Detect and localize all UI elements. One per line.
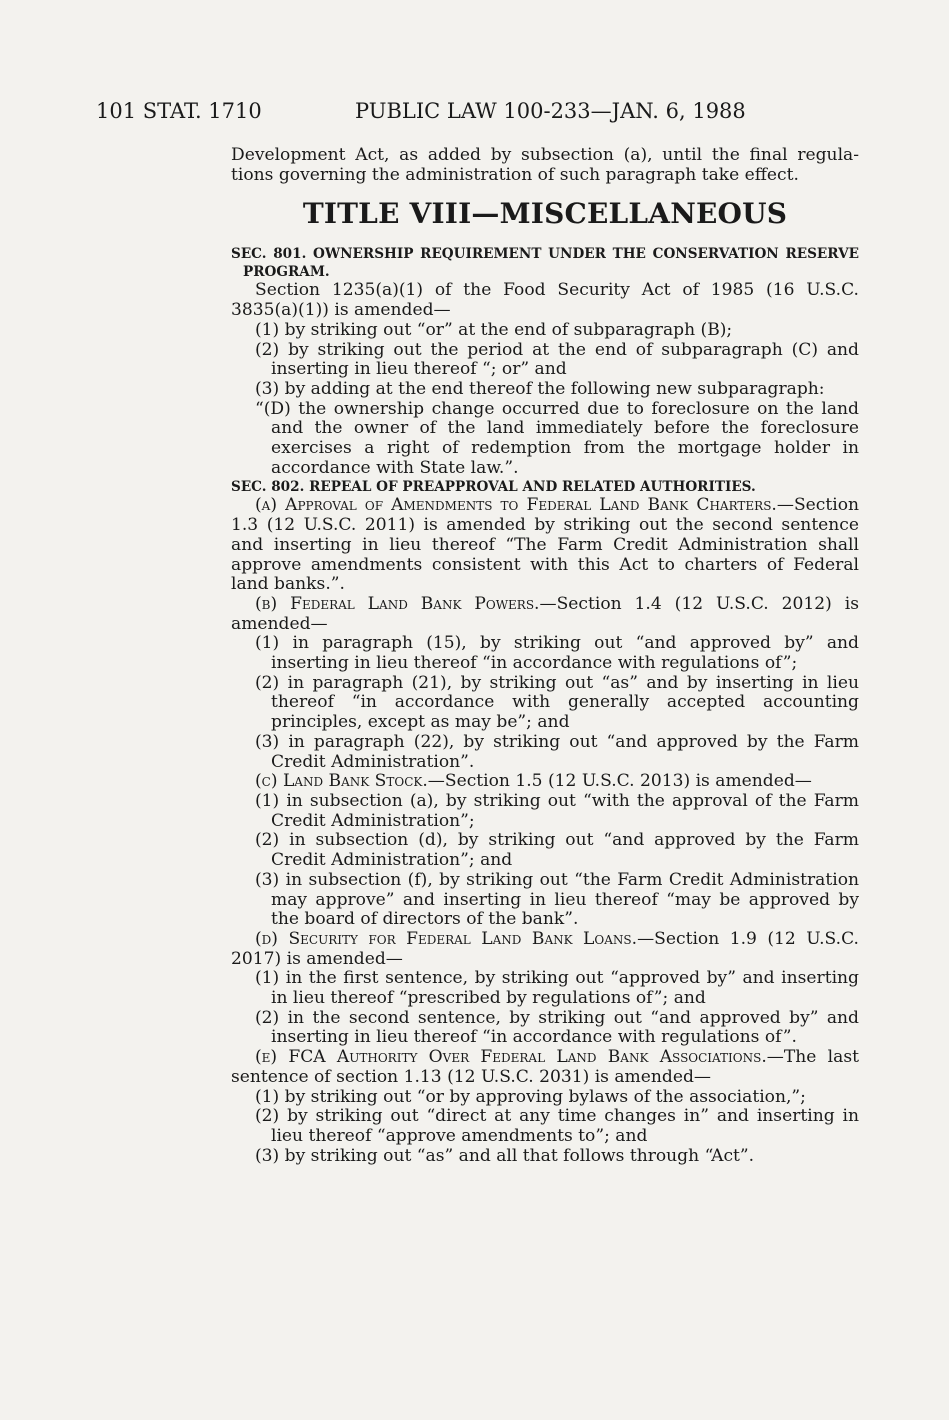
subsection-e-para-1: (1) by striking out “or by approving bylaws of the association,”; [255,1086,806,1107]
subsection-b-caption: (b) Federal Land Bank Powers. [255,593,540,614]
subsection-c [231,772,859,792]
subsection-e-caption: (e) FCA Authority Over Federal Land Bank Associations. [255,1047,767,1068]
subsection-d-caption: (d) Security for Federal Land Bank Loans. [255,928,638,949]
subsection-e [231,1048,859,1087]
subsection-c-caption: (c) Land Bank Stock. [255,771,428,792]
sec-802-heading: SEC. 802. REPEAL OF PREAPPROVAL AND RELATED AUTHORITIES. [231,479,756,496]
subsection-b-para-3: (3) in paragraph (22), by striking out “and approved by the Farm Credit Administration”. [255,731,859,772]
subsection-a [231,496,859,595]
subsection-d-para-2: (2) in the second sentence, by striking out “and approved by” and inserting in lieu thereof “in accordance with regulations of”. [255,1007,859,1048]
subsection-c-para-3: (3) in subsection (f), by striking out “the Farm Credit Administration may approve” and inserting in lieu thereof “may be approved by the board of directors of the bank”. [255,869,859,930]
subsection-b-para-1: (1) in paragraph (15), by striking out “and approved by” and inserting in lieu thereof “in accordance with regulations of”; [255,633,859,674]
subsection-d-text: —Section 1.9 (12 U.S.C. 2017) is amended— [231,928,859,969]
subsection-c-para-2: (2) in subsection (d), by striking out “and approved by the Farm Credit Administration”; and [255,830,859,871]
subsection-a-caption: (a) Approval of Amendments to Federal Land Bank Charters. [255,495,777,516]
sec-801-lead: Section 1235(a)(1) of the Food Security Act of 1985 (16 U.S.C. 3835(a)(1)) is amended— [231,280,859,321]
subsection-c-para-1: (1) in subsection (a), by striking out “with the approval of the Farm Credit Administration”; [255,790,859,831]
document-body [231,146,859,1166]
page-header [96,96,756,126]
sec-801-para-3: (3) by adding at the end thereof the following new subparagraph: [255,378,825,399]
subsection-b-para-2: (2) in paragraph (21), by striking out “as” and by inserting in lieu thereof “in accordance with generally accepted accounting principles, except as may be”; and [255,672,859,733]
sec-801-para-1: (1) by striking out “or” at the end of subparagraph (B); [255,319,733,340]
sec-801-para-2: (2) by striking out the period at the end of subparagraph (C) and inserting in lieu thereof “; or” and [255,339,859,380]
intro-line-1: Development Act, as added by subsection (a), until the final regula- [231,145,859,165]
subsection-d [231,930,859,969]
subsection-e-text: —The last sentence of section 1.13 (12 U.S.C. 2031) is amended— [231,1047,859,1087]
subsection-d-para-1: (1) in the first sentence, by striking out “approved by” and inserting in lieu thereof “prescribed by regulations of”; and [255,968,859,1009]
sec-801-quoted-subparagraph: “(D) the ownership change occurred due to foreclosure on the land and the owner of the land immediately before the foreclosure exercises a right of redemption from the mortgage holder in accordance with State law.”. [255,398,859,478]
intro-line-2: tions governing the administration of such paragraph take effect. [231,164,799,185]
subsection-a-text: —Section 1.3 (12 U.S.C. 2011) is amended by striking out the second sentence and inserting in lieu thereof “The Farm Credit Administration shall approve amendments consistent with this Act to charters of Federal land banks.”. [231,495,859,595]
title-heading: TITLE VIII—MISCELLANEOUS [302,197,788,231]
subsection-c-text: —Section 1.5 (12 U.S.C. 2013) is amended— [427,771,812,792]
subsection-e-para-2: (2) by striking out “direct at any time changes in” and inserting in lieu thereof “approve amendments to”; and [255,1106,859,1146]
subsection-b-text: —Section 1.4 (12 U.S.C. 2012) is amended— [231,593,859,634]
public-law-citation: PUBLIC LAW 100-233—JAN. 6, 1988 [355,99,746,123]
sec-801-heading: SEC. 801. OWNERSHIP REQUIREMENT UNDER THE CONSERVATION RESERVE PROGRAM. [231,246,859,281]
subsection-e-para-3: (3) by striking out “as” and all that follows through “Act”. [255,1145,755,1166]
statute-page-number: 101 STAT. 1710 [96,99,262,123]
subsection-b [231,595,859,634]
